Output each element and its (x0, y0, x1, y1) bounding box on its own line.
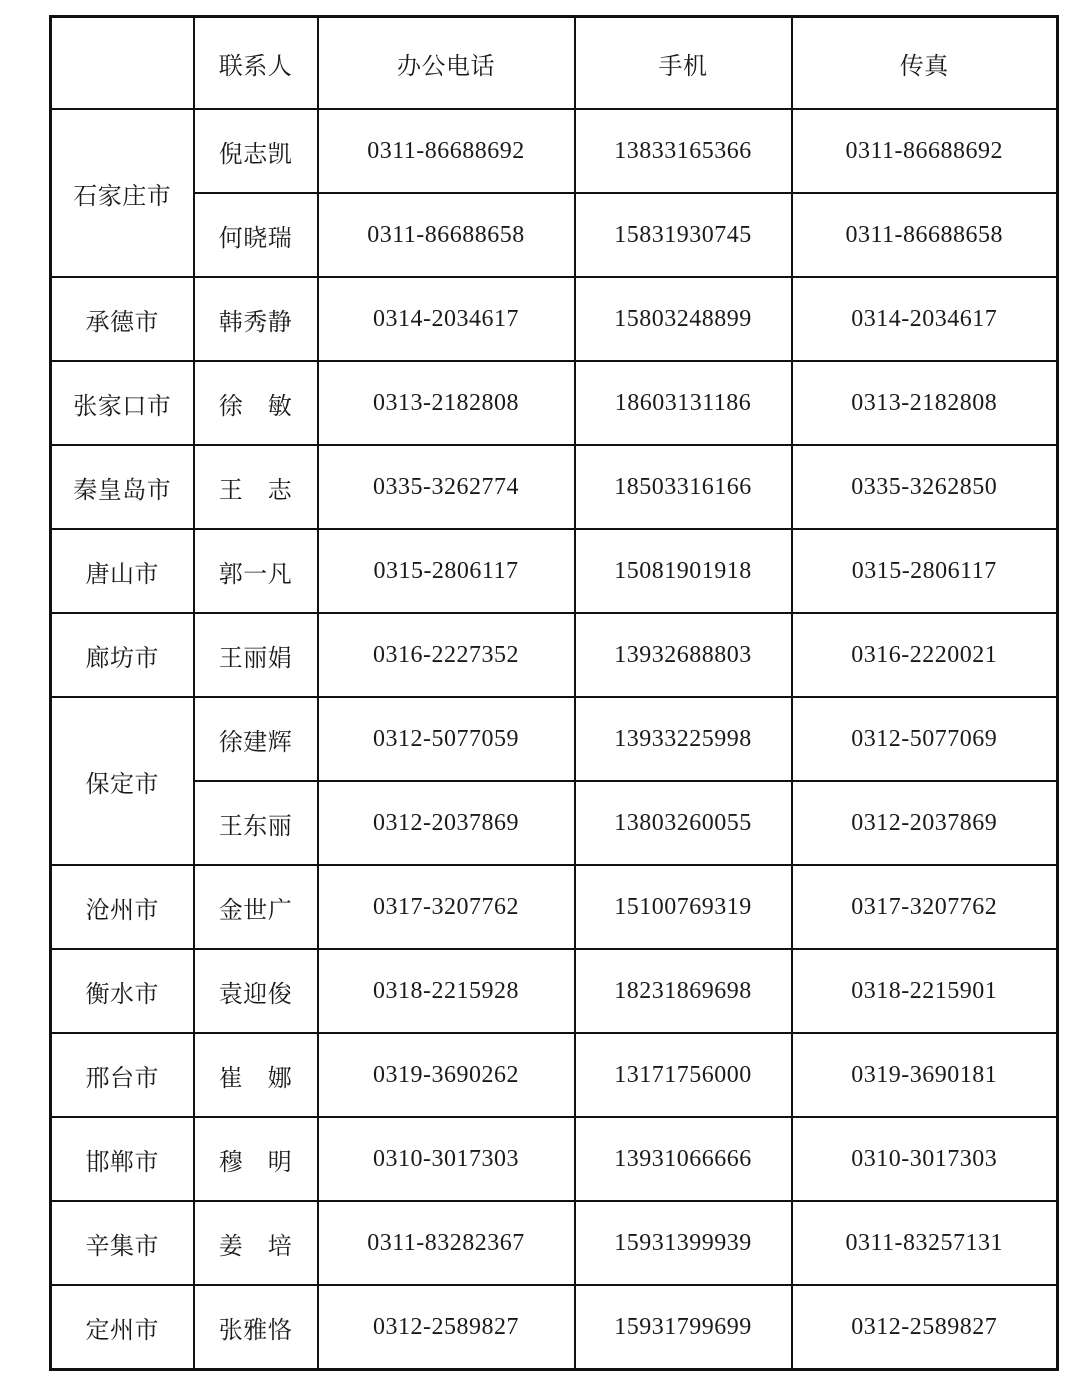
header-office-phone: 办公电话 (318, 17, 575, 110)
fax-cell: 0312-5077069 (792, 697, 1058, 781)
fax-cell: 0310-3017303 (792, 1117, 1058, 1201)
office-phone-cell: 0318-2215928 (318, 949, 575, 1033)
mobile-cell: 13932688803 (575, 613, 792, 697)
table-row (51, 1033, 1058, 1117)
office-phone-cell: 0312-2589827 (318, 1285, 575, 1370)
fax-cell: 0335-3262850 (792, 445, 1058, 529)
table-row (51, 865, 1058, 949)
fax-cell: 0311-83257131 (792, 1201, 1058, 1285)
table-row (51, 781, 1058, 865)
city-cell: 衡水市 (51, 949, 194, 1033)
office-phone-cell: 0311-86688692 (318, 109, 575, 193)
office-phone-cell: 0316-2227352 (318, 613, 575, 697)
fax-cell: 0319-3690181 (792, 1033, 1058, 1117)
contact-name-cell: 韩秀静 (194, 277, 318, 361)
mobile-cell: 18231869698 (575, 949, 792, 1033)
table-row (51, 697, 1058, 781)
mobile-cell: 13803260055 (575, 781, 792, 865)
office-phone-cell: 0319-3690262 (318, 1033, 575, 1117)
mobile-cell: 13833165366 (575, 109, 792, 193)
mobile-cell: 15831930745 (575, 193, 792, 277)
fax-cell: 0313-2182808 (792, 361, 1058, 445)
office-phone-cell: 0314-2034617 (318, 277, 575, 361)
mobile-cell: 13931066666 (575, 1117, 792, 1201)
office-phone-cell: 0311-83282367 (318, 1201, 575, 1285)
table-row (51, 361, 1058, 445)
office-phone-cell: 0312-5077059 (318, 697, 575, 781)
mobile-cell: 15100769319 (575, 865, 792, 949)
table-body (51, 109, 1058, 1370)
city-cell: 辛集市 (51, 1201, 194, 1285)
office-phone-cell: 0335-3262774 (318, 445, 575, 529)
table-row (51, 1285, 1058, 1370)
header-corner-cell (51, 17, 194, 110)
fax-cell: 0315-2806117 (792, 529, 1058, 613)
contact-name-cell: 姜 培 (194, 1201, 318, 1285)
fax-cell: 0312-2037869 (792, 781, 1058, 865)
city-cell: 承德市 (51, 277, 194, 361)
office-phone-cell: 0310-3017303 (318, 1117, 575, 1201)
fax-cell: 0317-3207762 (792, 865, 1058, 949)
contact-name-cell: 袁迎俊 (194, 949, 318, 1033)
table-row (51, 529, 1058, 613)
header-mobile: 手机 (575, 17, 792, 110)
contact-name-cell: 徐 敏 (194, 361, 318, 445)
contact-name-cell: 倪志凯 (194, 109, 318, 193)
table-row (51, 193, 1058, 277)
office-phone-cell: 0312-2037869 (318, 781, 575, 865)
contact-name-cell: 王丽娟 (194, 613, 318, 697)
fax-cell: 0314-2034617 (792, 277, 1058, 361)
contact-name-cell: 郭一凡 (194, 529, 318, 613)
city-cell: 邢台市 (51, 1033, 194, 1117)
table-row (51, 949, 1058, 1033)
office-phone-cell: 0313-2182808 (318, 361, 575, 445)
mobile-cell: 13933225998 (575, 697, 792, 781)
city-cell: 邯郸市 (51, 1117, 194, 1201)
contact-name-cell: 何晓瑞 (194, 193, 318, 277)
office-phone-cell: 0311-86688658 (318, 193, 575, 277)
city-cell: 张家口市 (51, 361, 194, 445)
contact-name-cell: 穆 明 (194, 1117, 318, 1201)
mobile-cell: 15081901918 (575, 529, 792, 613)
city-cell: 保定市 (51, 697, 194, 865)
table-row (51, 109, 1058, 193)
mobile-cell: 15931399939 (575, 1201, 792, 1285)
mobile-cell: 15931799699 (575, 1285, 792, 1370)
table-row (51, 445, 1058, 529)
contact-name-cell: 王东丽 (194, 781, 318, 865)
contact-sheet (49, 15, 1059, 1371)
mobile-cell: 15803248899 (575, 277, 792, 361)
contact-name-cell: 金世广 (194, 865, 318, 949)
table-row (51, 1201, 1058, 1285)
city-cell: 秦皇岛市 (51, 445, 194, 529)
header-row (51, 17, 1058, 110)
fax-cell: 0316-2220021 (792, 613, 1058, 697)
contact-name-cell: 崔 娜 (194, 1033, 318, 1117)
contact-table (49, 15, 1059, 1371)
contact-name-cell: 王 志 (194, 445, 318, 529)
table-row (51, 1117, 1058, 1201)
fax-cell: 0312-2589827 (792, 1285, 1058, 1370)
fax-cell: 0318-2215901 (792, 949, 1058, 1033)
city-cell: 沧州市 (51, 865, 194, 949)
table-header (51, 17, 1058, 110)
header-contact: 联系人 (194, 17, 318, 110)
header-fax: 传真 (792, 17, 1058, 110)
city-cell: 石家庄市 (51, 109, 194, 277)
fax-cell: 0311-86688658 (792, 193, 1058, 277)
city-cell: 唐山市 (51, 529, 194, 613)
fax-cell: 0311-86688692 (792, 109, 1058, 193)
mobile-cell: 13171756000 (575, 1033, 792, 1117)
mobile-cell: 18503316166 (575, 445, 792, 529)
office-phone-cell: 0315-2806117 (318, 529, 575, 613)
city-cell: 定州市 (51, 1285, 194, 1370)
contact-name-cell: 徐建辉 (194, 697, 318, 781)
mobile-cell: 18603131186 (575, 361, 792, 445)
city-cell: 廊坊市 (51, 613, 194, 697)
table-row (51, 277, 1058, 361)
table-row (51, 613, 1058, 697)
office-phone-cell: 0317-3207762 (318, 865, 575, 949)
contact-name-cell: 张雅恪 (194, 1285, 318, 1370)
